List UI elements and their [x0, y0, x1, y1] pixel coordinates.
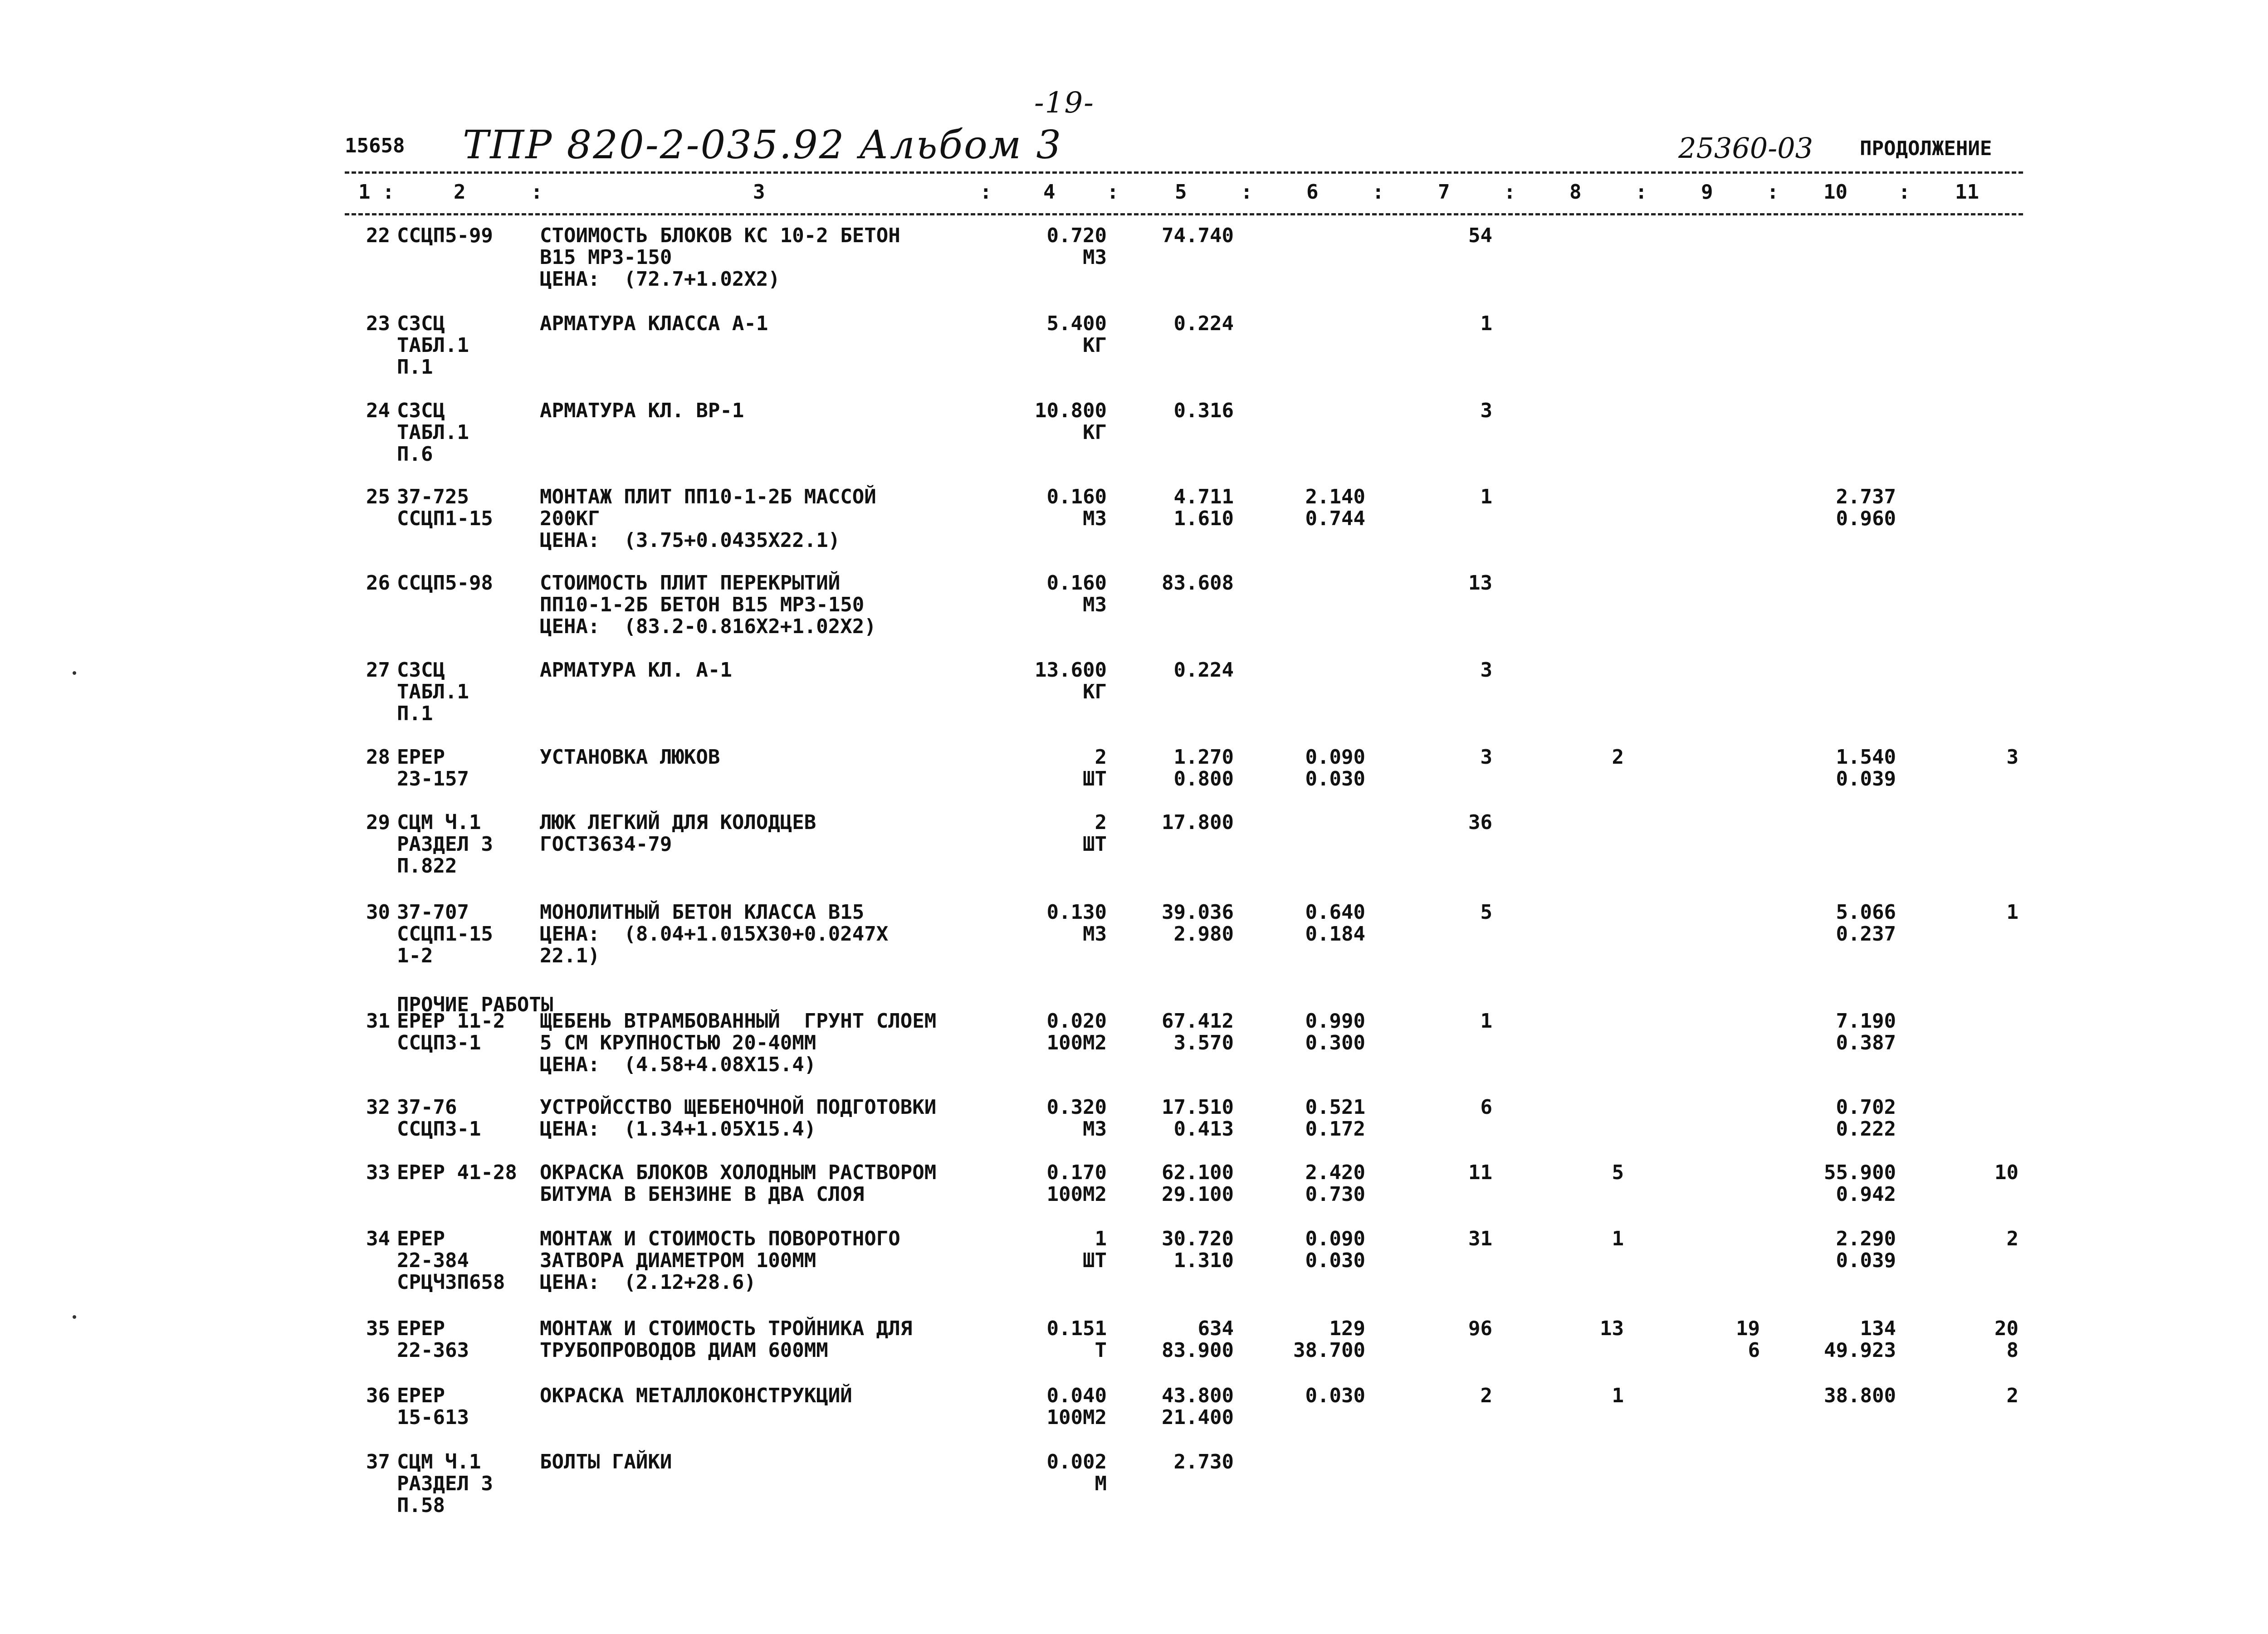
document-title: ТПР 820-2-035.92 Альбом 3 — [463, 122, 1063, 168]
rate-code: ССЦП5-98 — [397, 571, 493, 595]
col11-value: 10 — [1994, 1161, 2019, 1184]
column-separator: : — [1767, 180, 1779, 204]
col6-value: 0.090 0.030 — [1305, 746, 1365, 790]
quantity: 10.800 КГ — [1035, 399, 1107, 444]
col7-value: 11 — [1468, 1161, 1492, 1184]
col10-value: 38.800 — [1824, 1384, 1896, 1407]
work-description: УСТАНОВКА ЛЮКОВ — [540, 746, 720, 769]
col7-value: 3 — [1480, 746, 1492, 769]
col5-value: 83.608 — [1162, 571, 1234, 595]
col8-value: 2 — [1612, 746, 1624, 769]
work-description: АРМАТУРА КЛ. ВР-1 — [540, 399, 744, 422]
col5-value: 67.412 3.570 — [1162, 1010, 1234, 1054]
rate-code: ССЦП5-99 — [397, 224, 493, 247]
quantity: 0.020 100М2 — [1046, 1010, 1107, 1054]
rate-code: ЕРЕР 41-28 — [397, 1161, 517, 1184]
column-number: 1 : — [358, 180, 395, 204]
quantity: 1 ШТ — [1083, 1227, 1107, 1272]
col11-value: 3 — [2006, 746, 2019, 769]
col7-value: 96 — [1468, 1317, 1492, 1340]
col7-value: 1 — [1480, 312, 1492, 335]
work-description: АРМАТУРА КЛАССА А-1 — [540, 312, 768, 335]
column-number: 8 — [1569, 180, 1582, 204]
work-description: СТОИМОСТЬ БЛОКОВ КС 10-2 БЕТОН В15 МРЗ-150 ЦЕНА: (72.7+1.02Х2) — [540, 224, 900, 291]
col5-value: 1.270 0.800 — [1173, 746, 1234, 790]
column-number: 9 — [1701, 180, 1713, 204]
col7-value: 6 — [1480, 1096, 1492, 1119]
work-description: УСТРОЙССТВО ЩЕБЕНОЧНОЙ ПОДГОТОВКИ ЦЕНА: (1.34+1.05Х15.4) — [540, 1096, 937, 1141]
rate-code: СЗСЦ ТАБЛ.1 П.1 — [397, 312, 469, 379]
col10-value: 134 49.923 — [1824, 1317, 1896, 1362]
rate-code: 37-707 ССЦП1-15 1-2 — [397, 901, 493, 967]
col5-value: 74.740 — [1162, 224, 1234, 247]
quantity: 0.160 М3 — [1046, 571, 1107, 616]
col6-value: 0.521 0.172 — [1305, 1096, 1365, 1141]
column-separator: : — [1504, 180, 1516, 204]
col7-value: 5 — [1480, 901, 1492, 924]
column-separator: : — [1107, 180, 1119, 204]
col6-value: 0.990 0.300 — [1305, 1010, 1365, 1054]
col11-value: 1 — [2006, 901, 2019, 924]
col8-value: 1 — [1612, 1384, 1624, 1407]
col7-value: 1 — [1480, 1010, 1492, 1033]
col11-value: 2 — [2006, 1227, 2019, 1250]
item-number: 33 — [366, 1161, 390, 1184]
rate-code: 37-76 ССЦП3-1 — [397, 1096, 481, 1141]
item-number: 32 — [366, 1096, 390, 1119]
col6-value: 2.420 0.730 — [1305, 1161, 1365, 1206]
work-description: СТОИМОСТЬ ПЛИТ ПЕРЕКРЫТИЙ ПП10-1-2Б БЕТОН В15 МРЗ-150 ЦЕНА: (83.2-0.816Х2+1.02Х2) — [540, 571, 876, 638]
col10-value: 1.540 0.039 — [1836, 746, 1896, 790]
item-number: 28 — [366, 746, 390, 769]
quantity: 5.400 КГ — [1046, 312, 1107, 357]
rate-code: ЕРЕР 22-384 СРЦЧ3П658 — [397, 1227, 505, 1294]
col7-value: 31 — [1468, 1227, 1492, 1250]
col7-value: 54 — [1468, 224, 1492, 247]
work-description: ЛЮК ЛЕГКИЙ ДЛЯ КОЛОДЦЕВ ГОСТ3634-79 — [540, 811, 816, 856]
item-number: 30 — [366, 901, 390, 924]
col10-value: 5.066 0.237 — [1836, 901, 1896, 946]
work-description: ЩЕБЕНЬ ВТРАМБОВАННЫЙ ГРУНТ СЛОЕМ 5 СМ КРУПНОСТЬЮ 20-40ММ ЦЕНА: (4.58+4.08Х15.4) — [540, 1010, 937, 1076]
col11-value: 20 8 — [1994, 1317, 2019, 1362]
col11-value: 2 — [2006, 1384, 2019, 1407]
quantity: 0.160 М3 — [1046, 485, 1107, 530]
document-reference: 25360-03 — [1678, 132, 1813, 165]
quantity: 0.002 М — [1046, 1450, 1107, 1495]
item-number: 36 — [366, 1384, 390, 1407]
column-separator: : — [1241, 180, 1253, 204]
col5-value: 634 83.900 — [1162, 1317, 1234, 1362]
item-number: 31 — [366, 1010, 390, 1033]
item-number: 24 — [366, 399, 390, 422]
col7-value: 2 — [1480, 1384, 1492, 1407]
col5-value: 62.100 29.100 — [1162, 1161, 1234, 1206]
margin-dot — [73, 671, 76, 675]
col7-value: 13 — [1468, 571, 1492, 595]
column-number: 4 — [1043, 180, 1056, 204]
work-description: МОНТАЖ И СТОИМОСТЬ ПОВОРОТНОГО ЗАТВОРА ДИАМЕТРОМ 100ММ ЦЕНА: (2.12+28.6) — [540, 1227, 900, 1294]
item-number: 22 — [366, 224, 390, 247]
page-number: -19- — [1034, 86, 1095, 120]
rate-code: СЦМ Ч.1 РАЗДЕЛ 3 П.822 — [397, 811, 493, 878]
column-number: 2 — [454, 180, 466, 204]
work-description: АРМАТУРА КЛ. А-1 — [540, 658, 732, 682]
col10-value: 2.290 0.039 — [1836, 1227, 1896, 1272]
column-number: 3 — [753, 180, 765, 204]
col10-value: 55.900 0.942 — [1824, 1161, 1896, 1206]
col6-value: 2.140 0.744 — [1305, 485, 1365, 530]
quantity: 0.720 М3 — [1046, 224, 1107, 269]
column-separator: : — [1372, 180, 1384, 204]
column-number: 7 — [1438, 180, 1450, 204]
quantity: 0.040 100М2 — [1046, 1384, 1107, 1429]
column-separator: : — [531, 180, 543, 204]
column-number: 5 — [1175, 180, 1187, 204]
column-number: 11 — [1955, 180, 1979, 204]
column-separator: : — [1635, 180, 1647, 204]
work-description: МОНТАЖ ПЛИТ ПП10-1-2Б МАССОЙ 200КГ ЦЕНА: (3.75+0.0435Х22.1) — [540, 485, 876, 552]
section-label: ПРОЧИЕ РАБОТЫ — [397, 993, 553, 1016]
work-description: ОКРАСКА МЕТАЛЛОКОНСТРУКЦИЙ — [540, 1384, 852, 1407]
rate-code: 37-725 ССЦП1-15 — [397, 485, 493, 530]
quantity: 0.320 М3 — [1046, 1096, 1107, 1141]
item-number: 26 — [366, 571, 390, 595]
col7-value: 1 — [1480, 485, 1492, 508]
item-number: 35 — [366, 1317, 390, 1340]
col5-value: 39.036 2.980 — [1162, 901, 1234, 946]
document-code: 15658 — [345, 134, 405, 157]
rate-code: ЕРЕР 23-157 — [397, 746, 469, 790]
item-number: 29 — [366, 811, 390, 834]
header-bottom-divider — [345, 213, 2023, 215]
col6-value: 0.090 0.030 — [1305, 1227, 1365, 1272]
col5-value: 30.720 1.310 — [1162, 1227, 1234, 1272]
item-number: 34 — [366, 1227, 390, 1250]
column-number: 6 — [1306, 180, 1319, 204]
col6-value: 129 38.700 — [1293, 1317, 1365, 1362]
item-number: 25 — [366, 485, 390, 508]
column-number: 10 — [1823, 180, 1848, 204]
col8-value: 1 — [1612, 1227, 1624, 1250]
work-description: ОКРАСКА БЛОКОВ ХОЛОДНЫМ РАСТВОРОМ БИТУМА В БЕНЗИНЕ В ДВА СЛОЯ — [540, 1161, 937, 1206]
quantity: 0.151 Т — [1046, 1317, 1107, 1362]
col10-value: 7.190 0.387 — [1836, 1010, 1896, 1054]
col5-value: 0.316 — [1173, 399, 1234, 422]
rate-code: СЗСЦ ТАБЛ.1 П.6 — [397, 399, 469, 466]
item-number: 37 — [366, 1450, 390, 1473]
col10-value: 2.737 0.960 — [1836, 485, 1896, 530]
col6-value: 0.030 — [1305, 1384, 1365, 1407]
rate-code: СЦМ Ч.1 РАЗДЕЛ 3 П.58 — [397, 1450, 493, 1517]
col7-value: 36 — [1468, 811, 1492, 834]
col8-value: 13 — [1600, 1317, 1624, 1340]
item-number: 23 — [366, 312, 390, 335]
col7-value: 3 — [1480, 658, 1492, 682]
quantity: 13.600 КГ — [1035, 658, 1107, 703]
col5-value: 4.711 1.610 — [1173, 485, 1234, 530]
col10-value: 0.702 0.222 — [1836, 1096, 1896, 1141]
col5-value: 0.224 — [1173, 312, 1234, 335]
quantity: 2 ШТ — [1083, 811, 1107, 856]
col5-value: 17.800 — [1162, 811, 1234, 834]
column-separator: : — [980, 180, 992, 204]
rate-code: СЗСЦ ТАБЛ.1 П.1 — [397, 658, 469, 725]
col5-value: 2.730 — [1173, 1450, 1234, 1473]
quantity: 2 ШТ — [1083, 746, 1107, 790]
quantity: 0.130 М3 — [1046, 901, 1107, 946]
col5-value: 43.800 21.400 — [1162, 1384, 1234, 1429]
rate-code: ЕРЕР 11-2 ССЦП3-1 — [397, 1010, 505, 1054]
rate-code: ЕРЕР 15-613 — [397, 1384, 469, 1429]
work-description: МОНОЛИТНЫЙ БЕТОН КЛАССА В15 ЦЕНА: (8.04+1.015Х30+0.0247Х 22.1) — [540, 901, 889, 967]
col7-value: 3 — [1480, 399, 1492, 422]
col6-value: 0.640 0.184 — [1305, 901, 1365, 946]
work-description: БОЛТЫ ГАЙКИ — [540, 1450, 672, 1473]
continuation-label: ПРОДОЛЖЕНИЕ — [1860, 137, 1992, 160]
rate-code: ЕРЕР 22-363 — [397, 1317, 469, 1362]
item-number: 27 — [366, 658, 390, 682]
column-separator: : — [1898, 180, 1911, 204]
header-top-divider — [345, 171, 2023, 174]
col9-value: 19 6 — [1736, 1317, 1760, 1362]
quantity: 0.170 100М2 — [1046, 1161, 1107, 1206]
col5-value: 17.510 0.413 — [1162, 1096, 1234, 1141]
margin-dot — [73, 1315, 76, 1319]
col8-value: 5 — [1612, 1161, 1624, 1184]
col5-value: 0.224 — [1173, 658, 1234, 682]
work-description: МОНТАЖ И СТОИМОСТЬ ТРОЙНИКА ДЛЯ ТРУБОПРОВОДОВ ДИАМ 600ММ — [540, 1317, 913, 1362]
